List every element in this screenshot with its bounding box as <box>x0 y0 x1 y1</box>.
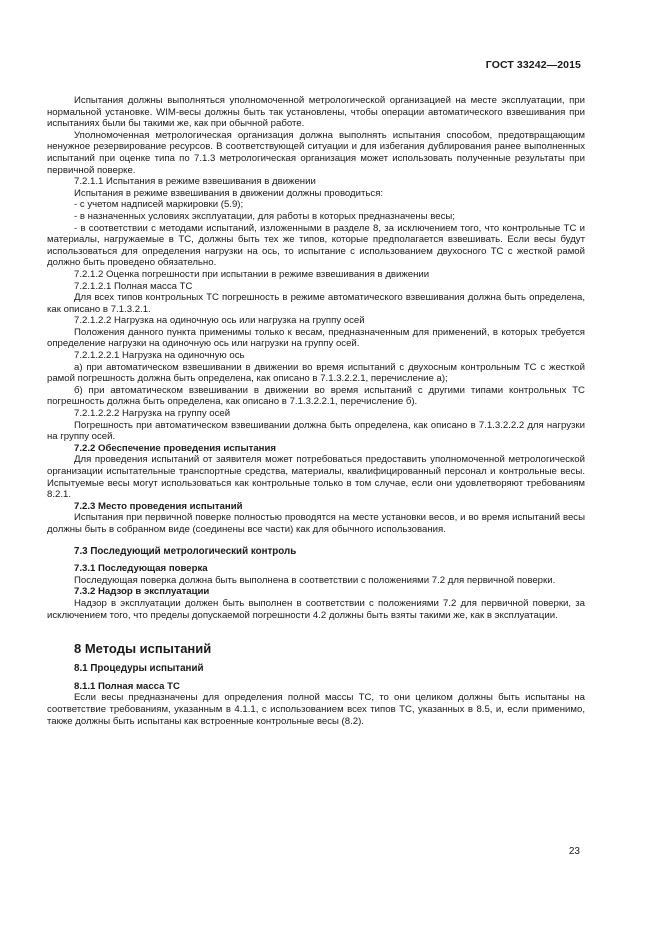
paragraph: Для проведения испытаний от заявителя может потребоваться предоставить уполномоченной метрологической организации испытательные транспортные средства, материалы, квалифицированный персонал и контрольные весы. Испытуемые весы могут использоваться как контрольные только в том случае, если они удовлетворяют требованиям 8.2.1. <box>47 454 585 501</box>
paragraph: Последующая поверка должна быть выполнена в соответствии с положениями 7.2 для первичной поверки. <box>74 574 556 586</box>
section-heading: 7.2.2 Обеспечение проведения испытания <box>74 442 276 454</box>
paragraph: Испытания при первичной поверке полностью проводятся на месте установки весов, и во время испытаний весы должны быть в собранном виде (соединены все части) как для обычного использования. <box>47 512 585 535</box>
paragraph: а) при автоматическом взвешивании в движении во время испытаний с двухосным контрольным ТС с жесткой рамой погрешность должна быть определена, как описано в 7.1.3.2.2.1, перечисление а); <box>47 361 585 385</box>
section-heading: 7.2.3 Место проведения испытаний <box>74 500 243 512</box>
clause-heading: 7.2.1.1 Испытания в режиме взвешивания в движении <box>74 176 316 188</box>
page-number: 23 <box>568 846 580 857</box>
section-heading: 7.3.2 Надзор в эксплуатации <box>74 586 210 598</box>
clause-heading: 7.2.1.2.2.1 Нагрузка на одиночную ось <box>74 350 245 362</box>
list-item: - с учетом надписей маркировки (5.9); <box>74 199 244 211</box>
paragraph: Испытания должны выполняться уполномоченной метрологической организацией на месте эксплуатации, при нормальной установке. WIM-весы должны быть так установлены, чтобы операции автоматического взвешивания при испытаниях были бы такими же, как при обычной работе. <box>47 95 585 130</box>
paragraph: Для всех типов контрольных ТС погрешность в режиме автоматического взвешивания должна быть определена, как описано в 7.1.3.2.1. <box>47 292 585 315</box>
section-heading: 7.3 Последующий метрологический контроль <box>74 545 297 557</box>
section-heading: 7.3.1 Последующая поверка <box>74 563 208 575</box>
spacer <box>47 621 585 641</box>
clause-heading: 7.2.1.2.1 Полная масса ТС <box>74 280 193 292</box>
clause-heading: 7.2.1.2.2 Нагрузка на одиночную ось или нагрузка на группу осей <box>74 315 365 327</box>
paragraph: Надзор в эксплуатации должен быть выполнен в соответствии с положениями 7.2 для первичной поверки, за исключением того, что пределы допускаемой погрешности 4.2 должны быть взяты такими же, как в эксплуатации. <box>47 597 585 621</box>
clause-heading: 7.2.1.2.2.2 Нагрузка на группу осей <box>74 408 231 420</box>
paragraph: Уполномоченная метрологическая организация должна выполнять испытания способом, предотвращающим ненужное резервирование ресурсов. В соответствующей ситуации и для избегания дублирования ранее выполненных испытаний при оценке типа по 7.1.3 метрологическая организация может использовать полученные результаты при первичной поверке. <box>47 129 585 176</box>
clause-heading: 7.2.1.2 Оценка погрешности при испытании в режиме взвешивания в движении <box>74 268 430 280</box>
paragraph: Положения данного пункта применимы только к весам, предназначенным для применений, в которых требуется определение нагрузки на одиночную ось или нагрузки на группу осей. <box>47 326 585 350</box>
list-item: - в назначенных условиях эксплуатации, для работы в которых предназначены весы; <box>74 210 455 222</box>
paragraph: б) при автоматическом взвешивании в движении во время испытаний с другими типами контрольных ТС погрешность должна быть определена, как описано в 7.1.3.2.2.1, перечисление б). <box>47 384 585 408</box>
spacer <box>47 536 585 546</box>
list-item: - в соответствии с методами испытаний, изложенными в разделе 8, за исключением того, что контрольные ТС и материалы, нагружаемые в ТС, должны быть тех же типов, которые предполагается взвешивать. Если весы будут использоваться для определения нагрузки на ось, то испытание с использованием двухосного ТС с жесткой рамой должно быть проведено обязательно. <box>47 222 585 269</box>
section-heading: 8.1 Процедуры испытаний <box>74 663 204 675</box>
paragraph: Если весы предназначены для определения полной массы ТС, то они целиком должны быть испытаны на соответствие требованиям, указанным в 4.1.1, с использованием всех типов ТС, указанных в 8.5, и, если применимо, также должны быть испытаны как встроенные контрольные весы (8.2). <box>47 692 585 727</box>
page-content <box>47 95 585 727</box>
standard-header: ГОСТ 33242—2015 <box>485 59 581 71</box>
chapter-heading: 8 Методы испытаний <box>74 641 212 657</box>
paragraph: Погрешность при автоматическом взвешивании должна быть определена, как описано в 7.1.3.2.2.2 для нагрузки на группу осей. <box>47 419 585 443</box>
section-heading: 8.1.1 Полная масса ТС <box>74 680 180 692</box>
paragraph: Испытания в режиме взвешивания в движении должны проводиться: <box>74 187 384 199</box>
